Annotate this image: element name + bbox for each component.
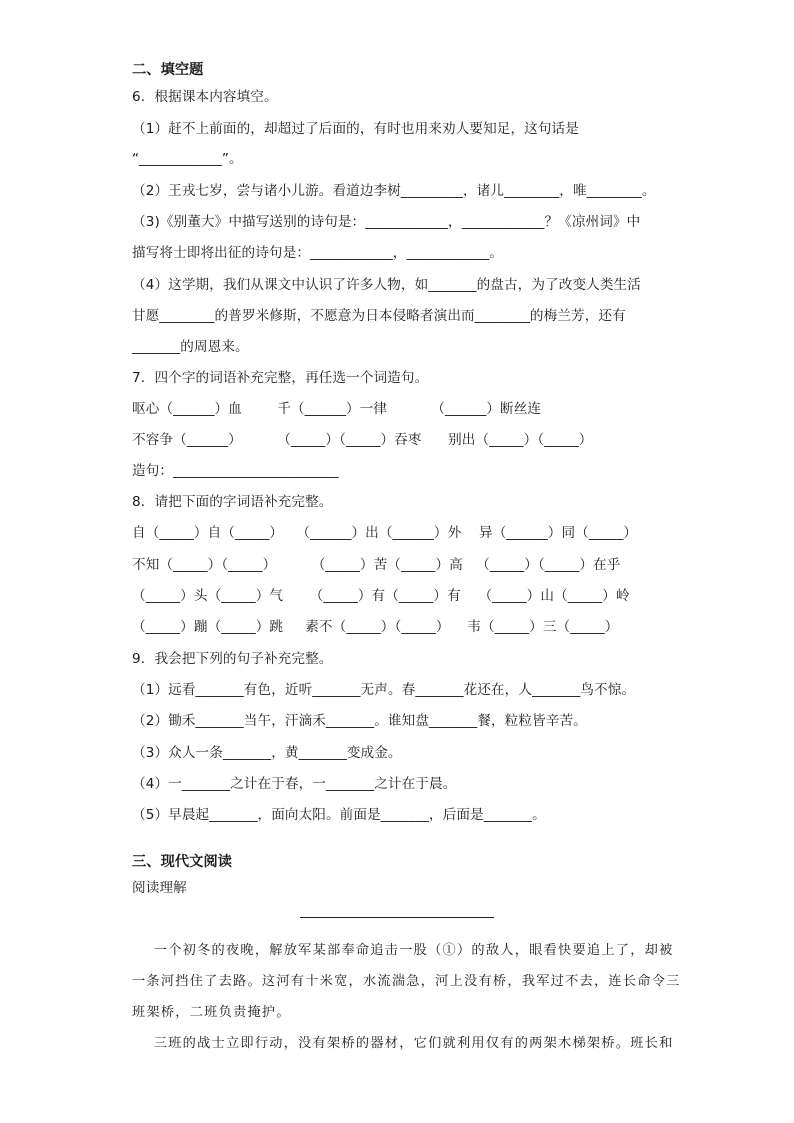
text-line: （1）赶不上前面的，却超过了后面的，有时也用来劝人要知足，这句话是 bbox=[132, 121, 579, 137]
text-line: 不容争（______） （_____）（_____）吞枣 别出（_____）（_____） bbox=[132, 432, 593, 448]
text-line: 7．四个字的词语补充完整，再任选一个词造句。 bbox=[132, 370, 429, 386]
section-heading: 三、现代文阅读 bbox=[132, 854, 233, 870]
text-line: 不知（_____）（_____） （_____）苦（_____）高 （_____）（_____）在乎 bbox=[132, 557, 621, 573]
text-line: 6．根据课本内容填空。 bbox=[132, 89, 278, 105]
text-line: 呕心（______）血 千（______）一律 （______）断丝连 bbox=[132, 401, 542, 417]
text-line: （_____）头（_____）气 （_____）有（_____）有 （_____）山（_____）岭 bbox=[132, 588, 630, 604]
text-line: （_____）蹦（_____）跳 素不（_____）（_____） 韦（_____）三（_____） bbox=[132, 619, 619, 635]
text-line: 一条河挡住了去路。这河有十米宽，水流湍急，河上没有桥，我军过不去，连长命令三 bbox=[132, 974, 681, 989]
text-line: （2）王戎七岁，尝与诸小儿游。看道边李树_________，诸儿________，唯________。 bbox=[132, 183, 656, 199]
text-line: 班架桥，二班负责掩护。 bbox=[132, 1005, 291, 1020]
text-line: 描写将士即将出征的诗句是：____________，____________。 bbox=[132, 245, 503, 261]
text-line: 甘愿________的普罗米修斯，不愿意为日本侵略者演出而________的梅兰芳，还有 bbox=[132, 308, 626, 324]
text-line: （3)《别董大》中描写送别的诗句是：____________，____________？《凉州词》中 bbox=[132, 214, 641, 230]
text-line: 9．我会把下列的句子补充完整。 bbox=[132, 651, 333, 667]
text-line: 一个初冬的夜晚，解放军某部奉命追击一股（①）的敌人，眼看快要追上了，却被 bbox=[132, 943, 674, 958]
text-line: _______的周恩来。 bbox=[132, 339, 249, 355]
text-line: （5）早晨起_______，面向太阳。前面是_______，后面是_______。 bbox=[132, 807, 546, 823]
text-line: 阅读理解 bbox=[132, 880, 187, 896]
section-heading: 二、填空题 bbox=[132, 62, 204, 78]
text-line: 造句：________________________ bbox=[132, 463, 339, 479]
text-line: （1）远看_______有色，近听_______无声。春_______花还在，人_______鸟不惊。 bbox=[132, 682, 636, 698]
text-line: （3）众人一条_______，黄_______变成金。 bbox=[132, 745, 402, 761]
text-line: （4）一_______之计在于春，一_______之计在于晨。 bbox=[132, 776, 457, 792]
text-line: “____________”。 bbox=[132, 151, 243, 167]
text-line: （2）锄禾_______当午，汗滴禾_______。谁知盘_______餐，粒粒皆辛苦。 bbox=[132, 713, 587, 729]
text-line: 自（_____）自（_____） （______）出（______）外 异（______）同（_____） bbox=[132, 525, 638, 541]
text-line: 三班的战士立即行动，没有架桥的器材，它们就利用仅有的两架木梯架桥。班长和 bbox=[132, 1036, 674, 1051]
title-blank-line bbox=[300, 917, 494, 918]
text-line: 8．请把下面的字词语补充完整。 bbox=[132, 494, 333, 510]
text-line: （4）这学期，我们从课文中认识了许多人物，如_______的盘古，为了改变人类生活 bbox=[132, 277, 641, 293]
